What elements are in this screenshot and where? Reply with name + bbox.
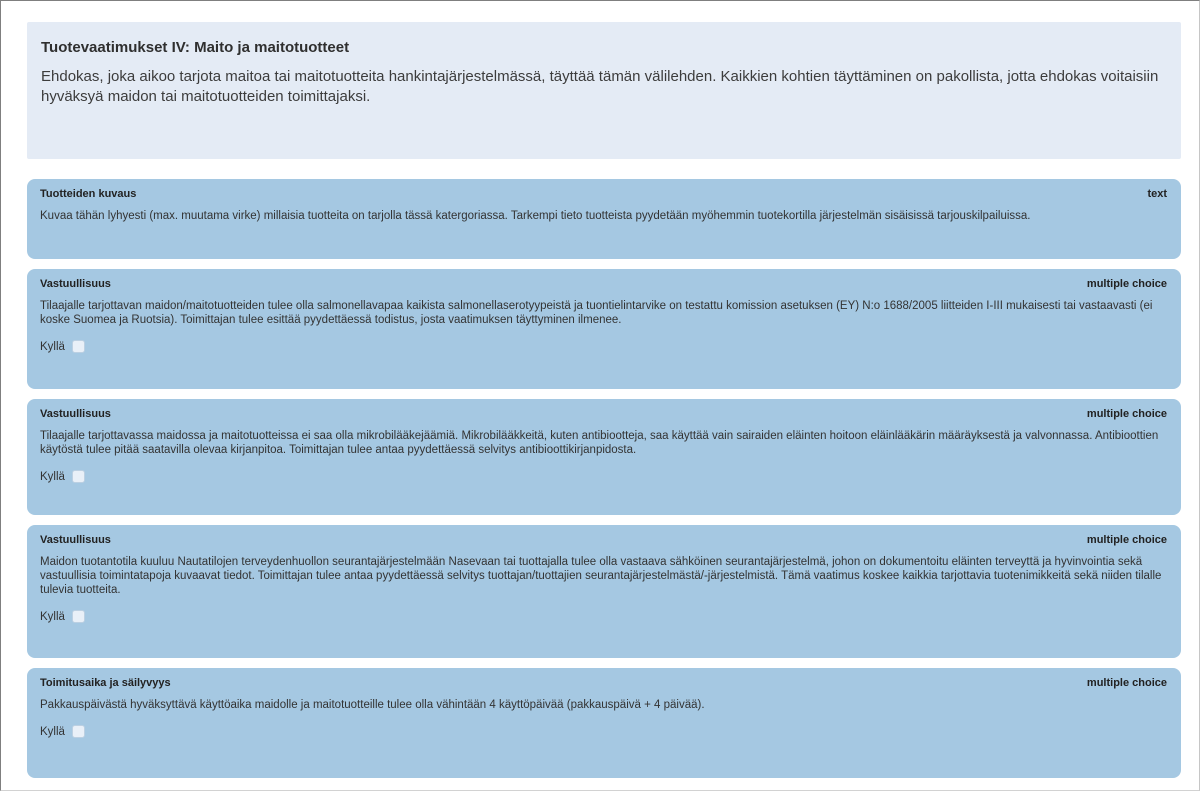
requirement-card-delivery-shelf-life (27, 668, 1181, 778)
choice-row (40, 340, 1167, 353)
intro-panel (27, 22, 1181, 159)
card-body-text: Kuvaa tähän lyhyesti (max. muutama virke) millaisia tuotteita on tarjolla tässä katergoriassa. Tarkempi tieto tuotteista pyydetään myöhemmin tuotekortilla järjestelmän sisäisissä tarjouskilpailuissa. (40, 210, 1031, 222)
card-type-badge: text (1147, 188, 1167, 200)
card-title: Tuotteiden kuvaus (40, 188, 137, 200)
card-type-badge: multiple choice (1086, 278, 1167, 290)
kylla-label: Kyllä (40, 470, 65, 483)
requirement-card-responsibility-2 (27, 399, 1181, 515)
kylla-checkbox[interactable] (72, 340, 85, 353)
card-header (40, 188, 1167, 200)
kylla-label: Kyllä (40, 725, 65, 738)
kylla-checkbox[interactable] (72, 725, 85, 738)
card-header (40, 278, 1167, 290)
card-body-text: Tilaajalle tarjottavassa maidossa ja maitotuotteissa ei saa olla mikrobilääkejäämiä. Mikrobilääkkeitä, kuten antibiootteja, saa käyttää vain sairaiden eläinten hoitoon eläinlääkärin määräyksestä ja valvonnassa. Antibioottien käytöstä tulee pitää saatavilla olevaa kirjanpitoa. Toimittajan tulee antaa pyydettäessä selvitys antibioottikirjanpidosta. (40, 430, 1159, 456)
card-body-text: Tilaajalle tarjottavan maidon/maitotuotteiden tulee olla salmonellavapaa kaikista salmonellaserotyypeistä ja tuontielintarvike on testattu komission asetuksen (EY) N:o 1688/2005 liitteiden I-III mukaisesti tai vastaavasti (ei koske Suomea ja Ruotsia). Toimittajan tulee esittää pyydettäessä todistus, josta vaatimuksen täyttyminen ilmenee. (40, 300, 1153, 326)
kylla-checkbox[interactable] (72, 610, 85, 623)
card-body-text: Maidon tuotantotila kuuluu Nautatilojen terveydenhuollon seurantajärjestelmään Nasevaan tai tuottajalla tulee olla vastaava sähköinen seurantajärjestelmä, johon on dokumentoitu eläinten terveyttä ja hyvinvointia sekä vastuullisia toimintatapoja kuvaavat tiedot. Toimittajan tulee antaa pyydettäessä selvitys tuottajan/tuottajien seurantajärjestelmästä/-järjestelmistä. Tämä vaatimus koskee kaikkia tarjottavia tuotenimikkeitä sekä niiden tilalle tulevia tuotteita. (40, 556, 1162, 596)
intro-description: Ehdokas, joka aikoo tarjota maitoa tai maitotuotteita hankintajärjestelmässä, täyttää tämän välilehden. Kaikkien kohtien täyttäminen on pakollista, jotta ehdokas voitaisiin hyväksyä maidon tai maitotuotteiden toimittajaksi. (41, 68, 1159, 105)
choice-row (40, 610, 1167, 623)
card-title: Vastuullisuus (40, 408, 111, 420)
card-type-badge: multiple choice (1086, 408, 1167, 420)
card-type-badge: multiple choice (1086, 677, 1167, 689)
card-title: Vastuullisuus (40, 278, 111, 290)
card-header (40, 408, 1167, 420)
choice-row (40, 725, 1167, 738)
requirement-card-responsibility-3 (27, 525, 1181, 658)
requirement-card-responsibility-1 (27, 269, 1181, 389)
card-type-badge: multiple choice (1086, 534, 1167, 546)
page-title: Tuotevaatimukset IV: Maito ja maitotuotteet (41, 39, 350, 56)
kylla-checkbox[interactable] (72, 470, 85, 483)
card-header (40, 677, 1167, 689)
choice-row (40, 470, 1167, 483)
card-title: Vastuullisuus (40, 534, 111, 546)
requirement-card-product-description (27, 179, 1181, 259)
kylla-label: Kyllä (40, 610, 65, 623)
kylla-label: Kyllä (40, 340, 65, 353)
card-title: Toimitusaika ja säilyvyys (40, 677, 171, 689)
card-body-text: Pakkauspäivästä hyväksyttävä käyttöaika maidolle ja maitotuotteille tulee olla vähintään 4 käyttöpäivää (pakkauspäivä + 4 päivää). (40, 699, 705, 711)
card-header (40, 534, 1167, 546)
